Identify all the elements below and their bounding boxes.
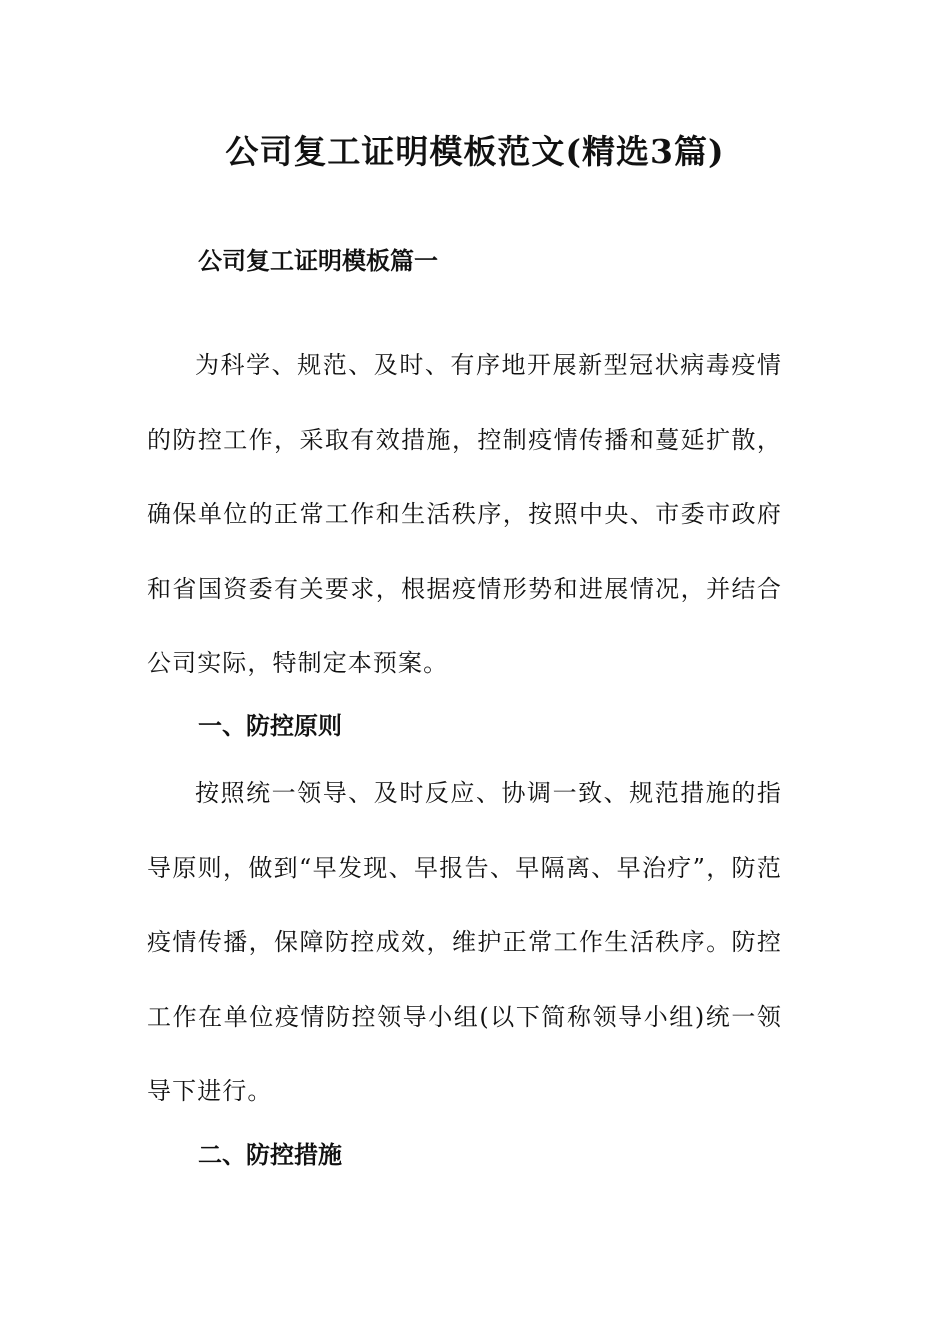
section1-paragraph: 按照统一领导、及时反应、协调一致、规范措施的指导原则，做到“早发现、早报告、早隔离、早治疗”，防范疫情传播，保障防控成效，维护正常工作生活秩序。防控工作在单位疫情防控领导小组(以下简称领导小组)统一领导下进行。 [147,779,782,1105]
section1-heading: 一、防控原则 [198,711,342,740]
document-title: 公司复工证明模板范文(精选3篇) [225,132,725,171]
section2-heading: 二、防控措施 [198,1140,342,1169]
intro-paragraph: 为科学、规范、及时、有序地开展新型冠状病毒疫情的防控工作，采取有效措施，控制疫情传播和蔓延扩散，确保单位的正常工作和生活秩序，按照中央、市委市政府和省国资委有关要求，根据疫情形势和进展情况，并结合公司实际，特制定本预案。 [147,351,782,677]
part1-heading: 公司复工证明模板篇一 [198,246,438,275]
